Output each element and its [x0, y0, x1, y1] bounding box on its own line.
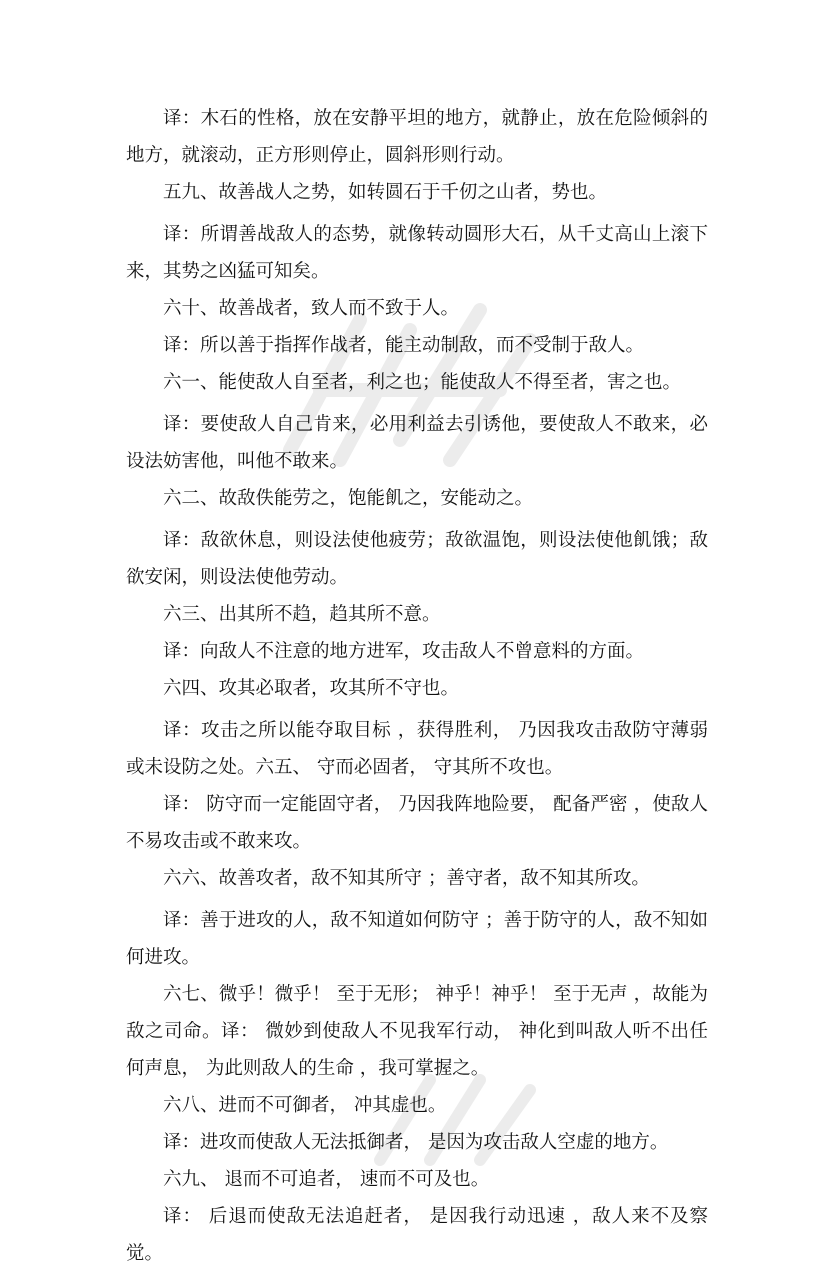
paragraph: 六七、微乎！微乎！ 至于无形； 神乎！神乎！ 至于无声 ，故能为敌之司命。译： 微妙到使敌人不见我军行动， 神化到叫敌人听不出任何声息， 为此则敌人的生命 ，我可掌握之。 [126, 984, 708, 1079]
paragraph: 六四、攻其必取者，攻其所不守也。 [163, 678, 460, 699]
paragraph: 六十、故善战者，致人而不致于人。 [163, 298, 460, 319]
paragraph: 译：善于进攻的人，敌不知道如何防守 ；善于防守的人，敌不知如何进攻。 [126, 910, 708, 968]
paragraph: 六一、能使敌人自至者，利之也；能使敌人不得至者，害之也。 [163, 372, 682, 393]
paragraph: 六九、 退而不可追者， 速而不可及也。 [163, 1169, 490, 1190]
paragraph: 译：向敌人不注意的地方进军，攻击敌人不曾意料的方面。 [163, 641, 645, 662]
paragraph: 译：所谓善战敌人的态势，就像转动圆形大石，从千丈高山上滚下来，其势之凶猛可知矣。 [126, 224, 708, 282]
paragraph: 译： 防守而一定能固守者， 乃因我阵地险要， 配备严密 ，使敌人不易攻击或不敢来攻。 [126, 794, 708, 852]
paragraph: 六二、故敌佚能劳之，饱能飢之，安能动之。 [163, 488, 534, 509]
paragraph: 译：攻击之所以能夺取目标 ，获得胜利， 乃因我攻击敌防守薄弱或未设防之处。六五、 守而必固者， 守其所不攻也。 [126, 720, 708, 778]
paragraph: 译：进攻而使敌人无法抵御者， 是因为攻击敌人空虚的地方。 [163, 1132, 669, 1153]
paragraph: 六八、进而不可御者， 冲其虚也。 [163, 1095, 447, 1116]
paragraph: 六六、故善攻者，敌不知其所守 ；善守者，敌不知其所攻。 [163, 868, 650, 889]
text-body [126, 100, 708, 1272]
paragraph: 译：所以善于指挥作战者，能主动制敌，而不受制于敌人。 [163, 335, 645, 356]
paragraph: 译：要使敌人自己肯来，必用利益去引诱他，要使敌人不敢来，必设法妨害他，叫他不敢来。 [126, 414, 708, 472]
paragraph: 六三、出其所不趋，趋其所不意。 [163, 604, 441, 625]
paragraph: 译：木石的性格，放在安静平坦的地方，就静止，放在危险倾斜的地方，就滚动，正方形则停止，圆斜形则行动。 [126, 108, 708, 166]
paragraph: 译：敌欲休息，则设法使他疲劳；敌欲温饱，则设法使他飢饿；敌欲安闲，则设法使他劳动。 [126, 530, 708, 588]
paragraph: 译： 后退而使敌无法追赶者， 是因我行动迅速 ，敌人来不及察觉。 [126, 1206, 708, 1264]
paragraph: 五九、故善战人之势，如转圆石于千仞之山者，势也。 [163, 182, 608, 203]
